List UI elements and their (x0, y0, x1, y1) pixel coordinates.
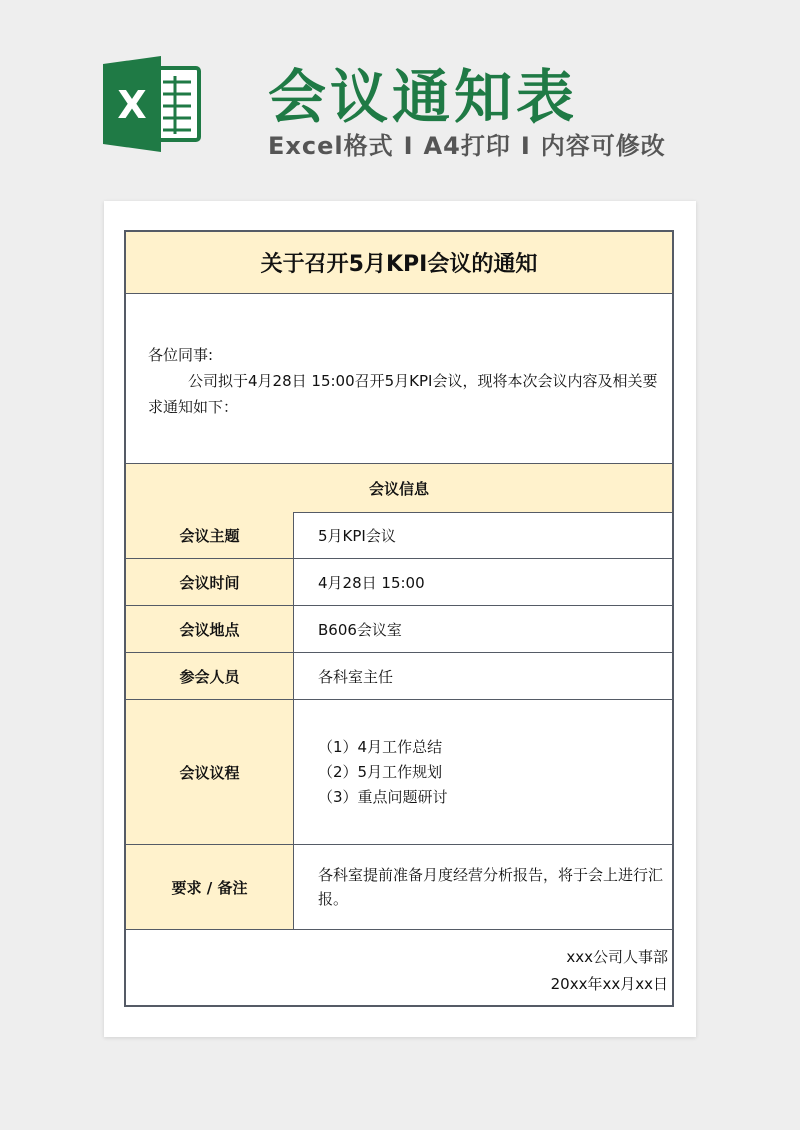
subtitle-format: Excel格式 (268, 132, 394, 160)
signature-date: 20xx年xx月xx日 (550, 975, 668, 993)
hero-title: 会议通知表 (268, 63, 579, 131)
agenda-label[interactable]: 会议议程 (126, 700, 294, 844)
notice-table (124, 230, 674, 1007)
row-value[interactable]: B606会议室 (318, 620, 402, 639)
subtitle-separator: I (520, 132, 531, 160)
greeting: 各位同事: (148, 346, 214, 364)
signature-org: xxx公司人事部 (566, 948, 668, 966)
header (0, 0, 800, 200)
excel-icon-letter: X (117, 83, 147, 127)
signature-block[interactable] (551, 944, 668, 998)
subtitle-print: A4打印 (423, 132, 511, 160)
agenda-item: （3）重点问题研讨 (318, 787, 448, 806)
agenda-row (126, 700, 672, 845)
table-row (126, 559, 672, 606)
intro-cell[interactable] (126, 294, 672, 464)
section-title[interactable]: 会议信息 (126, 464, 672, 513)
table-row (126, 653, 672, 700)
table-row (126, 512, 672, 559)
notes-row (126, 845, 672, 930)
document-paper (104, 201, 696, 1037)
notes-value[interactable]: 各科室提前准备月度经营分析报告，将于会上进行汇报。 (318, 866, 664, 908)
notes-label[interactable]: 要求 / 备注 (126, 845, 294, 929)
row-value[interactable]: 4月28日 15:00 (318, 573, 425, 592)
table-row (126, 606, 672, 653)
intro-body: 公司拟于4月28日 15:00召开5月KPI会议，现将本次会议内容及相关要求通知如下： (148, 372, 658, 416)
row-label[interactable]: 会议主题 (126, 512, 294, 558)
row-value[interactable]: 各科室主任 (318, 667, 394, 686)
subtitle-editable: 内容可修改 (540, 132, 666, 160)
hero-subtitle (268, 126, 666, 161)
document-title[interactable]: 关于召开5月KPI会议的通知 (126, 232, 672, 294)
agenda-value[interactable] (294, 700, 672, 844)
row-value[interactable]: 5月KPI会议 (318, 526, 396, 545)
row-label[interactable]: 参会人员 (126, 653, 294, 699)
row-label[interactable]: 会议时间 (126, 559, 294, 605)
agenda-item: （1）4月工作总结 (318, 737, 443, 756)
agenda-item: （2）5月工作规划 (318, 762, 443, 781)
subtitle-separator: I (403, 132, 414, 160)
excel-icon (103, 56, 203, 152)
row-label[interactable]: 会议地点 (126, 606, 294, 652)
